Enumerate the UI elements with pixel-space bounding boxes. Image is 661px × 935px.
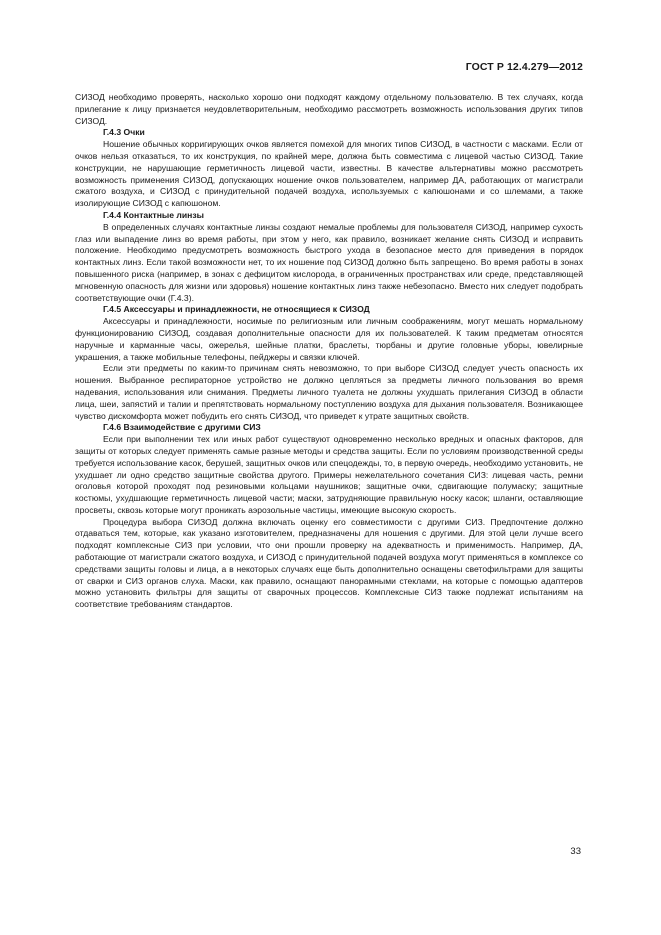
section-heading: Г.4.3 Очки [103, 127, 145, 138]
page-number: 33 [570, 846, 581, 857]
paragraph: Если эти предметы по каким-то причинам снять невозможно, то при выборе СИЗОД следует учесть опасность их ношения. Выбранное респираторное устройство не должно цепляться за предметы личного пользования во время надевания, использования или снимания. Предметы личного туалета не должны ухудшать прилегания СИЗОД в области лица, шеи, запястий и талии и препятствовать нормальному поступлению воздуха для дыхания пользователя. Возникающее чувство дискомфорта может побудить его снять СИЗОД, что приведет к утрате защитных свойств. [75, 363, 583, 421]
paragraph: В определенных случаях контактные линзы создают немалые проблемы для пользователя СИЗОД, например сухость глаз или выпадение линз во время работы, при этом у него, как правило, возникает желание снять СИЗОД и исправить положение. Необходимо предусмотреть возможность быстрого ухода в безопасное место для приведения в порядок контактных линз. Если такой возможности нет, то их ношение под СИЗОД должно быть запрещено. Во время работы в зонах повышенного риска (например, в зонах с дефицитом кислорода, в ограниченных пространствах или среде, представляющей мгновенную опасность для жизни или здоровья) ношение контактных линз также небезопасно. Вместо них следует подобрать соответствующие очки (Г.4.3). [75, 221, 583, 303]
document-code-header: ГОСТ Р 12.4.279—2012 [465, 61, 583, 73]
paragraph: Если при выполнении тех или иных работ существуют одновременно несколько вредных и опасных факторов, для защиты от которых следует применять самые разные методы и средства защиты. Если по условиям производственной среды требуется использование касок, берушей, защитных очков или спецодежды, то, в первую очередь, необходимо установить, не ухудшает ли одно средство защитные свойства другого. Примеры нежелательного сочетания СИЗ: лицевая часть, ремни оголовья которой проходят под резиновыми кольцами наушников; защитные очки, сдвигающие полумаску; защитные костюмы, ухудшающие герметичность лицевой части; маски, затрудняющие правильную носку касок; шланги, оставляющие просветы, сквозь которые могут проникать аэрозольные частицы, имеющие высокую скорость. [75, 434, 583, 515]
paragraph: Аксессуары и принадлежности, носимые по религиозным или личным соображениям, могут мешать нормальному функционированию СИЗОД, создавая дополнительные опасности для их пользователей. К таким предметам относятся наручные и карманные часы, ожерелья, шейные платки, браслеты, тюрбаны и другие головные уборы, ювелирные украшения, а также мобильные телефоны, пейджеры и связки ключей. [75, 316, 583, 362]
paragraph: СИЗОД необходимо проверять, насколько хорошо они подходят каждому отдельному пользователю. В тех случаях, когда прилегание к лицу признается неудовлетворительным, необходимо рассмотреть возможность использования других типов СИЗОД. [75, 92, 583, 126]
document-body [75, 92, 583, 611]
section-heading: Г.4.6 Взаимодействие с другими СИЗ [103, 422, 261, 433]
paragraph: Процедура выбора СИЗОД должна включать оценку его совместимости с другими СИЗ. Предпочтение должно отдаваться тем, которые, как указано изготовителем, предназначены для ношения с другими. Для этой цели лучше всего подходят комплексные СИЗ при условии, что они прошли проверку на адекватность и применимость. Например, ДА, работающие от магистрали сжатого воздуха, и СИЗОД с принудительной подачей воздуха могут применяться в комплексе со средствами защиты головы и лица, а в некоторых случаях еще быть дополнительно оснащены светофильтрами для защиты от сварки и СИЗ органов слуха. Маски, как правило, оснащают панорамными стеклами, на которые с помощью адаптеров можно установить фильтры для защиты от сварочных процессов. Комплексные СИЗ также подлежат испытаниям на соответствие требованиям стандартов. [75, 516, 583, 610]
section-heading: Г.4.5 Аксессуары и принадлежности, не относящиеся к СИЗОД [103, 304, 370, 315]
paragraph: Ношение обычных корригирующих очков является помехой для многих типов СИЗОД, в частности с масками. Если от очков нельзя отказаться, то их конструкция, по крайней мере, должна быть совместима с лицевой частью СИЗОД. Такие конструкции, не нарушающие герметичность лицевой части, известны. В качестве альтернативы можно рассмотреть возможность применения СИЗОД, допускающих ношение очков пользователем, например ДА, работающих от магистрали сжатого воздуха, и СИЗОД с принудительной подачей воздуха, используемых с капюшонами и со шлемами, а также изолирующие СИЗОД с капюшоном. [75, 139, 583, 209]
section-heading: Г.4.4 Контактные линзы [103, 209, 204, 220]
